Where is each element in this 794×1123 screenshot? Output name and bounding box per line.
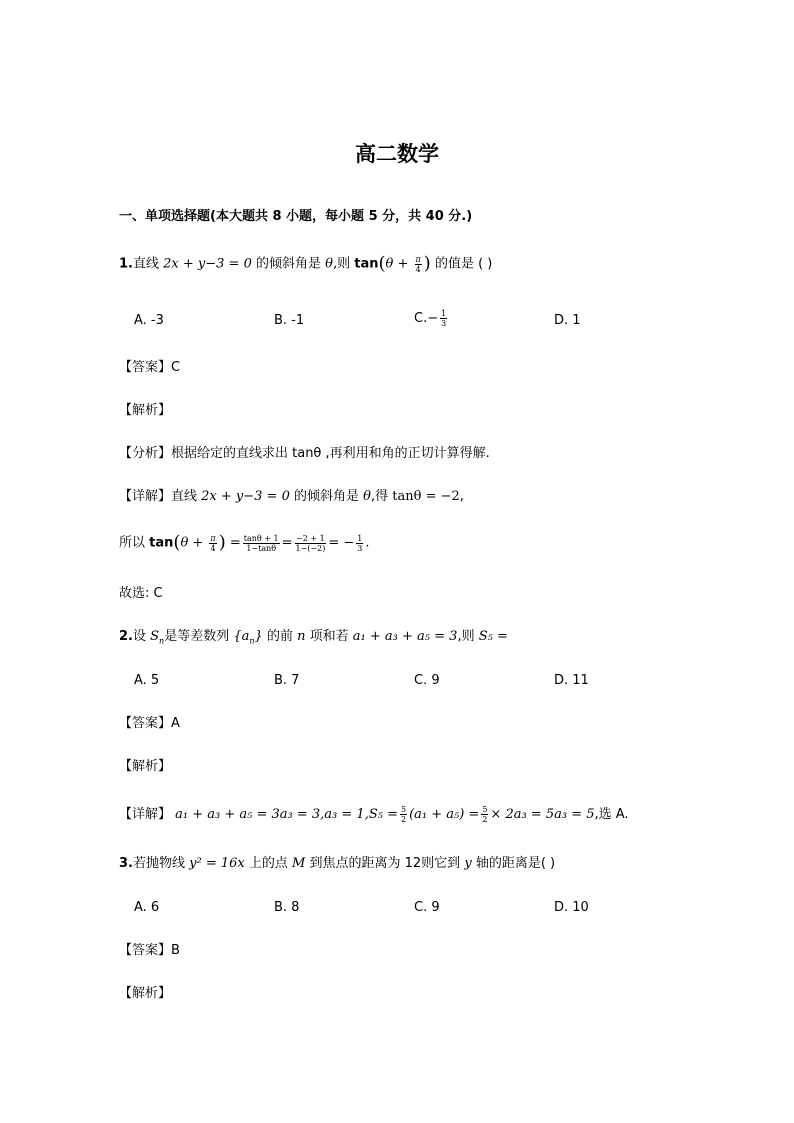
q1-line-equation: 2x + y−3 = 0 bbox=[163, 256, 252, 272]
one-third-fraction bbox=[440, 309, 447, 328]
five-halves-fraction bbox=[400, 805, 407, 824]
left-paren: ( bbox=[378, 253, 386, 274]
substituted-fraction bbox=[295, 534, 327, 553]
detail-text-get: ,得 bbox=[370, 489, 389, 504]
q2-option-a: A. 5 bbox=[134, 673, 160, 688]
tan-sum-fraction bbox=[243, 534, 280, 553]
q1-text-post: 的值是 ( ) bbox=[434, 256, 493, 272]
page-title: 高二数学 bbox=[355, 142, 439, 166]
so-label: 所以 bbox=[119, 535, 146, 551]
detail-part-c: × 2a₃ = 5a₃ = 5 bbox=[490, 807, 595, 822]
q1-analysis-label: 【解析】 bbox=[119, 403, 172, 418]
q1-detail bbox=[119, 487, 464, 507]
q2-sn-subscript: n bbox=[159, 636, 165, 646]
q3-text-pre: 若抛物线 bbox=[132, 856, 185, 871]
q2-text-then: ,则 bbox=[457, 629, 475, 644]
q1-option-a: A. -3 bbox=[134, 313, 164, 328]
q2-text-mid3: 项和若 bbox=[309, 629, 349, 644]
q1-computation bbox=[119, 533, 370, 554]
q3-option-c: C. 9 bbox=[414, 900, 440, 915]
right-paren: ) bbox=[218, 532, 226, 553]
computation-tan: tan bbox=[149, 535, 174, 551]
equals-sign: = bbox=[229, 535, 241, 551]
q3-option-b: B. 8 bbox=[274, 900, 300, 915]
q2-sequence-subscript: n bbox=[249, 636, 255, 646]
q2-n: n bbox=[297, 629, 306, 644]
q3-text-mid2: 到焦点的距离为 12则它到 bbox=[309, 856, 461, 871]
period: . bbox=[365, 535, 370, 551]
fraction-denominator: 2 bbox=[400, 815, 407, 824]
q1-text-pre: 直线 bbox=[132, 256, 159, 272]
q3-text-mid1: 上的点 bbox=[248, 856, 288, 871]
q2-condition: a₁ + a₃ + a₅ = 3 bbox=[352, 629, 458, 644]
fraction-denominator: 3 bbox=[441, 319, 447, 328]
q1-option-d: D. 1 bbox=[554, 313, 581, 328]
pi-over-four-fraction bbox=[415, 255, 422, 274]
detail-equation: 2x + y−3 = 0 bbox=[201, 489, 290, 504]
q1-choose: 故选: C bbox=[119, 586, 163, 601]
q2-sequence-end: } bbox=[254, 629, 263, 644]
q2-detail bbox=[119, 805, 629, 825]
fraction-numerator: π bbox=[415, 254, 421, 264]
five-halves-fraction bbox=[481, 805, 488, 824]
option-label: C. bbox=[414, 311, 428, 326]
q1-text-mid: 的倾斜角是 bbox=[255, 256, 321, 272]
fraction-numerator: 5 bbox=[400, 805, 407, 814]
detail-part-b: (a₁ + a₅) = bbox=[409, 807, 480, 822]
minus-sign: − bbox=[427, 311, 439, 326]
detail-label: 【详解】直线 bbox=[119, 489, 198, 504]
question-number: 1. bbox=[119, 256, 133, 272]
fraction-denominator: 3 bbox=[357, 543, 363, 553]
fraction-numerator: 1 bbox=[441, 309, 447, 318]
q2-text-mid1: 是等差数列 bbox=[164, 629, 230, 644]
q2-s5: S₅ = bbox=[478, 629, 508, 644]
q1-fenxi: 【分析】根据给定的直线求出 tanθ ,再利用和角的正切计算得解. bbox=[119, 446, 490, 461]
fraction-numerator: −2 + 1 bbox=[296, 533, 325, 543]
q2-option-d: D. 11 bbox=[554, 673, 589, 688]
q2-answer: 【答案】A bbox=[119, 716, 180, 731]
q2-analysis-label: 【解析】 bbox=[119, 759, 172, 774]
fraction-denominator: 4 bbox=[415, 264, 421, 274]
left-paren: ( bbox=[173, 532, 181, 553]
q1-tan: tan bbox=[354, 256, 379, 272]
q3-analysis-label: 【解析】 bbox=[119, 986, 172, 1001]
detail-part-a: a₁ + a₃ + a₅ = 3a₃ = 3,a₃ = 1,S₅ = bbox=[175, 807, 398, 822]
q2-option-b: B. 7 bbox=[274, 673, 300, 688]
computation-expr: θ + bbox=[180, 535, 208, 551]
detail-theta: θ bbox=[363, 489, 371, 504]
minus-sign: − bbox=[343, 535, 355, 551]
q3-option-a: A. 6 bbox=[134, 900, 160, 915]
fraction-numerator: 1 bbox=[357, 533, 363, 543]
fraction-numerator: tanθ + 1 bbox=[243, 533, 279, 543]
question-2 bbox=[119, 627, 508, 652]
detail-comma: , bbox=[459, 489, 464, 504]
detail-end: ,选 A. bbox=[594, 807, 629, 822]
result-fraction bbox=[356, 534, 363, 553]
q1-theta: θ bbox=[325, 256, 333, 272]
equals-sign: = bbox=[328, 535, 340, 551]
fraction-numerator: π bbox=[210, 533, 216, 543]
question-number: 2. bbox=[119, 629, 133, 644]
detail-text-mid: 的倾斜角是 bbox=[294, 489, 360, 504]
q3-answer: 【答案】B bbox=[119, 943, 180, 958]
question-number: 3. bbox=[119, 856, 133, 871]
q1-text-then: ,则 bbox=[332, 256, 351, 272]
question-1 bbox=[119, 254, 492, 275]
q1-answer: 【答案】C bbox=[119, 360, 181, 375]
q1-option-b: B. -1 bbox=[274, 313, 305, 328]
q2-text-pre: 设 bbox=[132, 629, 146, 644]
section-heading: 一、单项选择题(本大题共 8 小题，每小题 5 分，共 40 分.) bbox=[119, 209, 473, 224]
detail-label: 【详解】 bbox=[119, 807, 172, 822]
q2-sn: S bbox=[150, 629, 160, 644]
q2-text-mid2: 的前 bbox=[266, 629, 293, 644]
q3-option-d: D. 10 bbox=[554, 900, 589, 915]
q3-point-m: M bbox=[292, 856, 306, 871]
detail-result: tanθ = −2 bbox=[392, 489, 460, 504]
fraction-denominator: 1−tanθ bbox=[246, 543, 277, 553]
q1-expr: θ + bbox=[385, 256, 413, 272]
fraction-denominator: 4 bbox=[210, 543, 216, 553]
question-3 bbox=[119, 854, 555, 874]
q2-option-c: C. 9 bbox=[414, 673, 440, 688]
pi-over-four-fraction bbox=[209, 534, 216, 553]
fraction-denominator: 1−(−2) bbox=[295, 543, 326, 553]
q1-option-c bbox=[414, 309, 449, 329]
q3-text-post: 轴的距离是( ) bbox=[475, 856, 556, 871]
fraction-denominator: 2 bbox=[482, 815, 488, 824]
q2-sequence: {a bbox=[233, 629, 250, 644]
fraction-numerator: 5 bbox=[482, 805, 488, 814]
right-paren: ) bbox=[423, 253, 431, 274]
q3-y-axis: y bbox=[464, 856, 472, 871]
equals-sign: = bbox=[281, 535, 293, 551]
q3-parabola-equation: y² = 16x bbox=[189, 856, 245, 871]
